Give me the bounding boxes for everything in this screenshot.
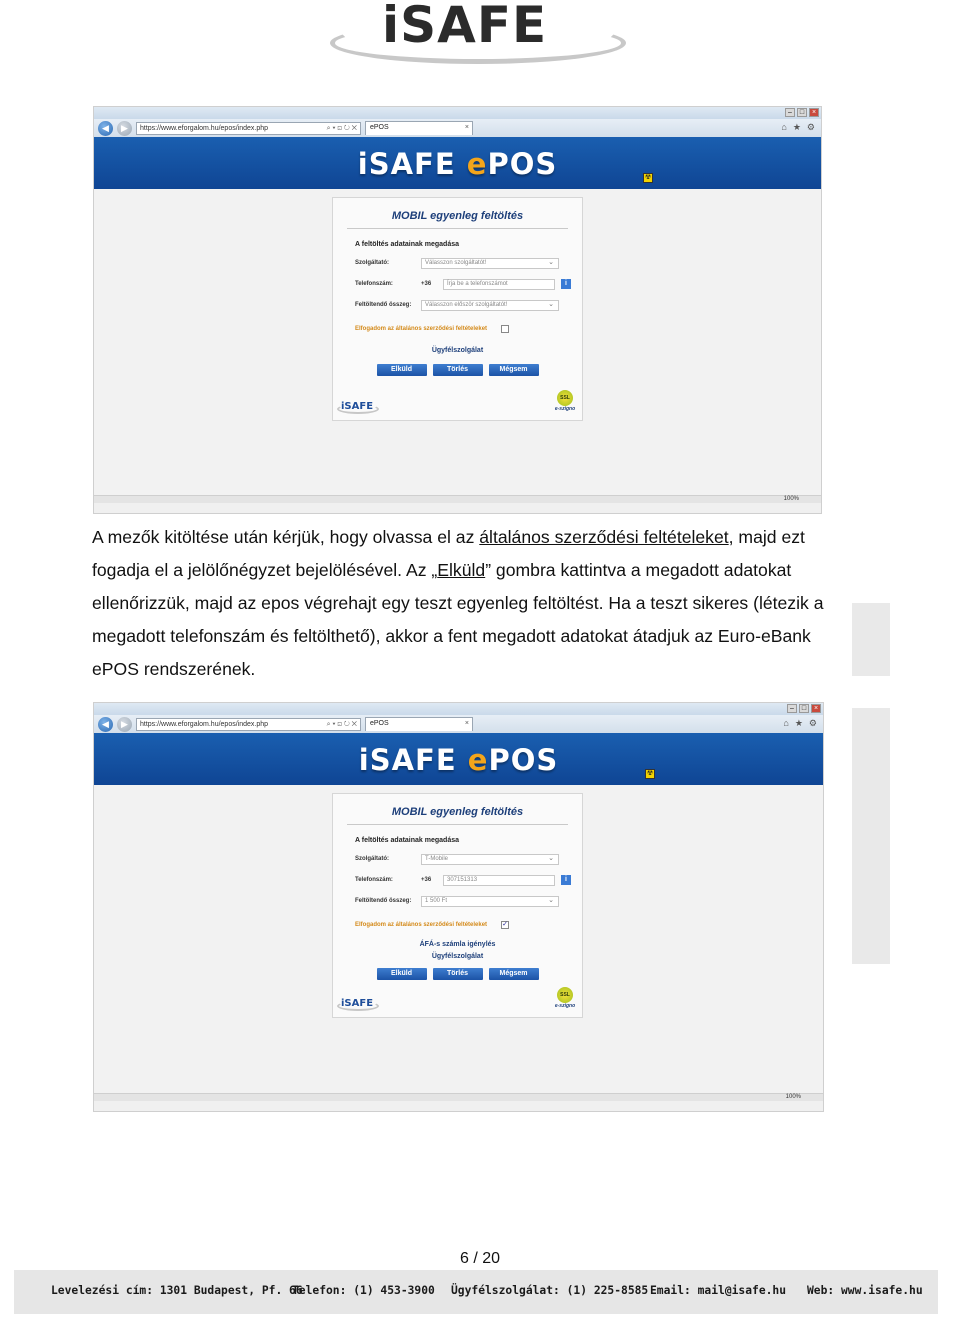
amount-select-value: Válasszon először szolgáltatót! <box>425 301 508 308</box>
footer-email[interactable]: Email: mail@isafe.hu <box>650 1284 787 1297</box>
terms-row <box>355 921 582 929</box>
provider-select[interactable] <box>421 258 559 269</box>
gear-icon[interactable]: ⚙ <box>808 718 817 728</box>
title-divider <box>347 228 568 229</box>
form-footer <box>333 987 582 1013</box>
send-link[interactable]: Elküld <box>437 560 486 580</box>
footer-phone: Telefon: (1) 453-3900 <box>292 1284 435 1297</box>
paragraph-text-1: A mezők kitöltése után kérjük, hogy olvassa el az <box>92 527 480 547</box>
form-buttons <box>333 968 582 980</box>
page-content <box>94 785 823 1101</box>
form-buttons <box>333 364 582 376</box>
amount-label: Feltöltendő összeg: <box>355 898 412 904</box>
phone-label: Telefonszám: <box>355 281 393 287</box>
amount-label: Feltöltendő összeg: <box>355 302 412 308</box>
browser-screenshot-filled-form <box>93 702 824 1112</box>
window-controls <box>787 704 821 713</box>
provider-label: Szolgáltató: <box>355 856 389 862</box>
epos-banner <box>94 137 821 189</box>
phone-label: Telefonszám: <box>355 877 393 883</box>
ssl-seal: SSL <box>557 987 573 1003</box>
terms-checkbox-checked[interactable]: ✓ <box>502 921 508 928</box>
browser-screenshot-empty-form <box>93 106 822 514</box>
decorative-block <box>852 708 890 964</box>
clear-button[interactable]: Törlés <box>433 364 483 376</box>
amount-row <box>355 895 582 907</box>
instruction-paragraph <box>92 521 862 686</box>
support-link[interactable]: Ügyfélszolgálat <box>431 347 484 354</box>
terms-checkbox[interactable] <box>501 325 509 333</box>
browser-tab[interactable] <box>365 717 473 731</box>
address-bar[interactable] <box>136 718 361 731</box>
footer-address: Levelezési cím: 1301 Budapest, Pf. 66 <box>51 1284 303 1297</box>
info-icon[interactable]: i <box>561 875 571 885</box>
terms-row <box>355 325 582 333</box>
maximize-icon[interactable]: □ <box>799 704 809 713</box>
window-controls <box>785 108 819 117</box>
hazard-icon: ☢ <box>644 174 652 181</box>
terms-label[interactable]: Elfogadom az általános szerződési feltételeket <box>355 922 488 928</box>
favorites-icon[interactable]: ★ <box>794 718 803 728</box>
banner-title-e: e <box>466 147 488 181</box>
terms-link[interactable]: általános szerződési feltételeket <box>479 527 729 547</box>
maximize-icon[interactable]: □ <box>797 108 807 117</box>
amount-select-value: 1 500 Ft <box>425 897 448 904</box>
home-icon[interactable]: ⌂ <box>781 122 787 132</box>
address-url: https://www.eforgalom.hu/epos/index.php <box>140 124 269 132</box>
banner-title-pos: POS <box>488 743 559 777</box>
vat-invoice-link[interactable]: ÁFÁ-s számla igénylés <box>419 941 496 948</box>
form-footer <box>333 390 582 416</box>
send-button[interactable]: Elküld <box>377 968 427 980</box>
search-icon[interactable]: ⌕ ▾ ⊡ ↻ ✕ <box>326 124 357 132</box>
chevron-down-icon: ⌄ <box>548 896 554 904</box>
section-title: A feltöltés adatainak megadása <box>355 241 460 248</box>
phone-row <box>355 278 582 290</box>
zoom-level[interactable]: 100% <box>785 1094 801 1100</box>
close-icon[interactable]: × <box>809 108 819 117</box>
browser-toolbar <box>94 715 823 733</box>
ssl-caption: e-szigno <box>554 406 576 412</box>
tab-title: ePOS <box>370 720 389 727</box>
ssl-seal-icon <box>554 987 576 1011</box>
epos-banner <box>94 733 823 785</box>
header-logo <box>330 0 630 66</box>
provider-select-value: Válasszon szolgáltatót! <box>425 259 487 266</box>
form-title: MOBIL egyenleg feltöltés <box>391 210 524 222</box>
banner-title-main: iSAFE <box>358 743 468 777</box>
logo-text: iSAFE <box>382 0 548 54</box>
forward-icon[interactable]: ▶ <box>117 717 132 732</box>
title-divider <box>347 824 568 825</box>
ssl-seal: SSL <box>557 390 573 406</box>
phone-input[interactable] <box>443 875 555 886</box>
provider-row <box>355 853 582 865</box>
back-icon[interactable]: ◀ <box>98 717 113 732</box>
tab-title: ePOS <box>370 124 389 131</box>
cancel-button[interactable]: Mégsem <box>489 968 539 980</box>
banner-title-pos: POS <box>487 147 558 181</box>
provider-select[interactable] <box>421 854 559 865</box>
close-icon[interactable]: × <box>811 704 821 713</box>
address-bar[interactable] <box>136 122 361 135</box>
toolbar-icons <box>781 122 815 133</box>
topup-form-panel <box>332 197 583 421</box>
info-icon[interactable]: i <box>561 279 571 289</box>
minimize-icon[interactable]: – <box>787 704 797 713</box>
support-link[interactable]: Ügyfélszolgálat <box>431 953 484 960</box>
cancel-button[interactable]: Mégsem <box>489 364 539 376</box>
chevron-down-icon: ⌄ <box>548 258 554 266</box>
browser-toolbar <box>94 119 821 137</box>
phone-input[interactable] <box>443 279 555 290</box>
isafe-small-logo: iSAFE <box>341 401 374 412</box>
paragraph-text-3: ” gombra kattintva a megadott adatokat ellenőrizzük, majd az epos végrehajt egy teszt egyenleg feltöltést. Ha a teszt sikeres (létezik a megadott telefonszám és feltölthető), akkor a fent megadott adatokat átadjuk az Euro-eBank ePOS rendszerének. <box>92 560 824 679</box>
page-content <box>94 189 821 503</box>
back-icon[interactable]: ◀ <box>98 121 113 136</box>
window-titlebar <box>94 703 823 715</box>
minimize-icon[interactable]: – <box>785 108 795 117</box>
amount-select[interactable] <box>421 300 559 311</box>
tab-close-icon[interactable]: × <box>464 720 469 727</box>
isafe-small-logo: iSAFE <box>341 998 374 1009</box>
send-button[interactable]: Elküld <box>377 364 427 376</box>
toolbar-icons <box>783 718 817 729</box>
hazard-icon: ☢ <box>646 770 654 777</box>
footer-web[interactable]: Web: www.isafe.hu <box>807 1284 923 1297</box>
amount-row <box>355 299 582 311</box>
phone-prefix: +36 <box>421 877 432 883</box>
address-url: https://www.eforgalom.hu/epos/index.php <box>140 720 269 728</box>
form-title: MOBIL egyenleg feltöltés <box>391 806 524 818</box>
provider-select-value: T-Mobile <box>425 855 449 862</box>
search-icon[interactable]: ⌕ ▾ ⊡ ↻ ✕ <box>326 720 357 728</box>
terms-label[interactable]: Elfogadom az általános szerződési feltételeket <box>355 326 488 332</box>
home-icon[interactable]: ⌂ <box>783 718 789 728</box>
amount-select[interactable] <box>421 896 559 907</box>
provider-label: Szolgáltató: <box>355 260 389 266</box>
gear-icon[interactable]: ⚙ <box>806 122 815 132</box>
phone-prefix: +36 <box>421 281 432 287</box>
ssl-seal-icon <box>554 390 576 414</box>
section-title: A feltöltés adatainak megadása <box>355 837 460 844</box>
status-bar <box>94 1093 823 1101</box>
banner-title-main: iSAFE <box>357 147 467 181</box>
banner-title-e: e <box>467 743 489 777</box>
phone-input-value: 307151313 <box>447 876 478 883</box>
banner-title <box>94 743 823 777</box>
chevron-down-icon: ⌄ <box>548 854 554 862</box>
zoom-level[interactable]: 100% <box>783 496 799 502</box>
paragraph-text-2: , majd ezt fogadja el a jelölőnégyzet bejelölésével. Az „ <box>92 527 805 580</box>
page-number: 6 / 20 <box>459 1250 501 1267</box>
contact-footer <box>14 1270 938 1314</box>
banner-title <box>94 147 821 181</box>
phone-row <box>355 874 582 886</box>
clear-button[interactable]: Törlés <box>433 968 483 980</box>
provider-row <box>355 257 582 269</box>
forward-icon[interactable]: ▶ <box>117 121 132 136</box>
tab-close-icon[interactable]: × <box>464 124 469 131</box>
ssl-caption: e-szigno <box>554 1003 576 1009</box>
phone-input-placeholder: Írja be a telefonszámot <box>447 280 508 287</box>
status-bar <box>94 495 821 503</box>
footer-support: Ügyfélszolgálat: (1) 225-8585 <box>451 1284 649 1297</box>
favorites-icon[interactable]: ★ <box>792 122 801 132</box>
window-titlebar <box>94 107 821 119</box>
browser-tab[interactable] <box>365 121 473 135</box>
topup-form-panel <box>332 793 583 1018</box>
chevron-down-icon: ⌄ <box>548 300 554 308</box>
